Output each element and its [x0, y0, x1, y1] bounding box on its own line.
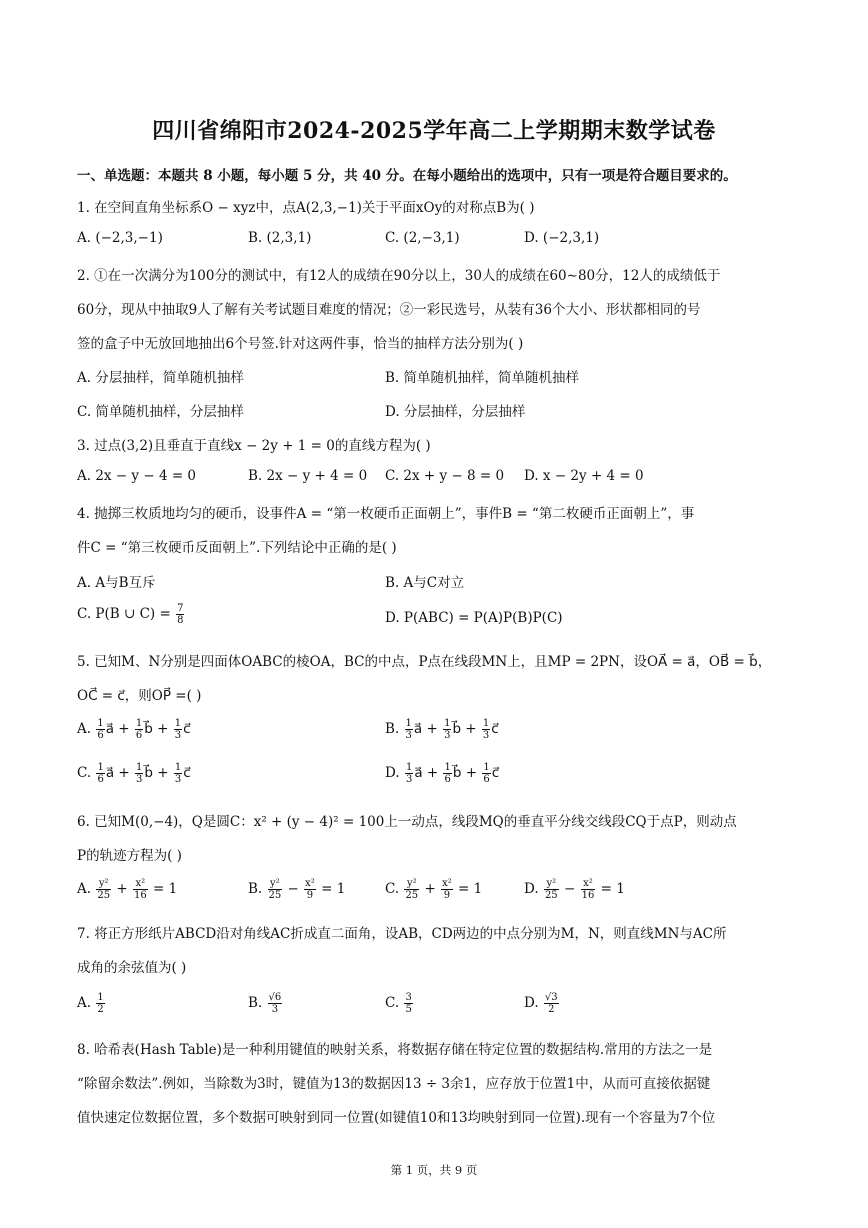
q6-option-d — [524, 878, 625, 901]
q3-option-c: C. 2x + y − 8 = 0 — [385, 468, 505, 484]
term: c⃗ — [491, 721, 499, 737]
option-label: C. — [385, 881, 400, 897]
fraction — [404, 992, 412, 1015]
numerator: y² — [544, 878, 559, 890]
q4-option-b: B. A与C对立 — [385, 575, 465, 591]
denominator: 6 — [483, 774, 490, 785]
fraction — [482, 718, 490, 741]
fraction — [96, 762, 104, 785]
denominator: 25 — [268, 890, 282, 901]
numerator: 1 — [135, 762, 143, 773]
q4-option-d: D. P(ABC) = P(A)P(B)P(C) — [385, 610, 563, 626]
option-label: C. — [77, 765, 92, 781]
option-label: C. — [385, 995, 400, 1011]
numerator: 1 — [174, 718, 182, 729]
numerator: 1 — [97, 762, 104, 773]
numerator: 1 — [97, 718, 104, 729]
q3-option-d: D. x − 2y + 4 = 0 — [524, 468, 644, 484]
fraction — [96, 878, 111, 901]
fraction — [135, 718, 143, 741]
operator: − — [283, 881, 304, 897]
q1-option-b: B. (2,3,1) — [248, 230, 312, 246]
fraction — [544, 878, 559, 901]
q7-stem-line: 成角的余弦值为( ) — [77, 960, 187, 976]
q2-option-d: D. 分层抽样，分层抽样 — [385, 404, 526, 420]
option-label: A. — [77, 995, 92, 1011]
numerator: 1 — [174, 762, 182, 773]
denominator: 3 — [405, 730, 412, 741]
equals: = 1 — [148, 881, 178, 897]
q6-option-b — [248, 878, 345, 901]
numerator: y² — [404, 878, 419, 890]
term: b⃗ + — [452, 765, 482, 781]
fraction — [96, 992, 104, 1015]
option-label: B. — [385, 721, 400, 737]
numerator: 3 — [405, 992, 412, 1003]
numerator: 1 — [135, 718, 143, 729]
denominator: 9 — [443, 890, 451, 901]
option-label: B. — [248, 881, 263, 897]
fraction — [135, 762, 143, 785]
denominator: 2 — [97, 1004, 104, 1015]
denominator: 3 — [444, 730, 451, 741]
q5-stem-line: 5. 已知M、N分别是四面体OABC的棱OA，BC的中点，P点在线段MN上，且MP = 2PN，设OA⃗ = a⃗，OB⃗ = b⃗， — [77, 654, 772, 670]
option-label: D. — [524, 881, 539, 897]
denominator: 16 — [581, 890, 595, 901]
q5-option-c — [77, 762, 191, 785]
denominator: 3 — [482, 730, 490, 741]
q2-option-a: A. 分层抽样，简单随机抽样 — [77, 370, 244, 386]
equals: = 1 — [453, 881, 483, 897]
q7-option-b — [248, 992, 283, 1015]
denominator: 6 — [97, 774, 104, 785]
numerator: y² — [268, 878, 283, 890]
denominator: 3 — [135, 774, 143, 785]
fraction — [443, 762, 451, 785]
term: a⃗ + — [105, 765, 134, 781]
option-label: A. — [77, 721, 92, 737]
denominator: 5 — [405, 1004, 412, 1015]
equals: = 1 — [596, 881, 625, 897]
numerator: 1 — [97, 992, 104, 1003]
numerator: 1 — [483, 762, 490, 773]
fraction — [304, 878, 316, 901]
fraction — [405, 718, 413, 741]
denominator: 16 — [133, 890, 147, 901]
page-title: 四川省绵阳市2024-2025学年高二上学期期末数学试卷 — [152, 118, 716, 144]
numerator: 1 — [482, 718, 490, 729]
numerator: 1 — [405, 762, 413, 773]
q6-stem-line: 6. 已知M(0,−4)，Q是圆C：x² + (y − 4)² = 100上一动点，线段MQ的垂直平分线交线段CQ于点P，则动点 — [77, 814, 737, 830]
q5-option-d — [385, 762, 499, 785]
option-label: D. — [385, 765, 400, 781]
option-label: B. — [248, 995, 263, 1011]
q4-option-c-text: C. P(B ∪ C) = — [77, 606, 176, 622]
term: a⃗ + — [105, 721, 134, 737]
term: c⃗ — [491, 765, 500, 781]
fraction — [544, 992, 559, 1015]
q2-stem-line: 60分，现从中抽取9人了解有关考试题目难度的情况；②一彩民选号，从装有36个大小、形状都相同的号 — [77, 302, 701, 318]
denominator: 25 — [405, 890, 419, 901]
equals: = 1 — [316, 881, 346, 897]
denominator: 3 — [405, 774, 413, 785]
numerator: 1 — [444, 718, 451, 729]
q4-stem-line: 4. 抛掷三枚质地均匀的硬币，设事件A = “第一枚硬币正面朝上”，事件B = “第二枚硬币正面朝上”，事 — [77, 506, 695, 522]
denominator: 9 — [306, 890, 314, 901]
q8-stem-line: “除留余数法”.例如，当除数为3时，键值为13的数据因13 ÷ 3余1，应存放于位置1中，从而可直接依据键 — [77, 1076, 711, 1092]
q7-stem-line: 7. 将正方形纸片ABCD沿对角线AC折成直二面角，设AB，CD两边的中点分别为M，N，则直线MN与AC所 — [77, 926, 727, 942]
fraction — [174, 718, 182, 741]
q2-option-c: C. 简单随机抽样，分层抽样 — [77, 404, 244, 420]
option-label: A. — [77, 881, 92, 897]
denominator: 6 — [135, 730, 143, 741]
fraction — [268, 878, 283, 901]
fraction — [133, 878, 148, 901]
q4-option-c — [77, 603, 185, 626]
numerator: √3 — [544, 992, 558, 1003]
q3-option-a: A. 2x − y − 4 = 0 — [77, 468, 197, 484]
numerator: x² — [581, 878, 596, 890]
q2-stem-line: 签的盒子中无放回地抽出6个号签.针对这两件事，恰当的抽样方法分别为( ) — [77, 336, 524, 352]
fraction — [96, 718, 104, 741]
term: a⃗ + — [414, 765, 443, 781]
denominator: 8 — [177, 615, 184, 626]
q1-option-a: A. (−2,3,−1) — [77, 230, 163, 246]
q1-stem: 1. 在空间直角坐标系O − xyz中，点A(2,3,−1)关于平面xOy的对称点B为( ) — [77, 200, 535, 216]
operator: + — [420, 881, 441, 897]
fraction — [581, 878, 596, 901]
q5-option-a — [77, 718, 191, 741]
q2-option-b: B. 简单随机抽样，简单随机抽样 — [385, 370, 580, 386]
q7-option-c — [385, 992, 414, 1015]
denominator: 2 — [548, 1004, 555, 1015]
denominator: 3 — [271, 1004, 279, 1015]
numerator: x² — [442, 878, 452, 889]
term: c⃗ — [183, 765, 191, 781]
numerator: x² — [305, 878, 315, 889]
fraction — [174, 762, 182, 785]
fraction — [405, 762, 413, 785]
term: b⃗ + — [144, 721, 173, 737]
term: b⃗ + — [144, 765, 173, 781]
operator: + — [112, 881, 132, 897]
numerator: √6 — [268, 992, 282, 1003]
q2-stem-line: 2. ①在一次满分为100分的测试中，有12人的成绩在90分以上，30人的成绩在60∼80分，12人的成绩低于 — [77, 268, 721, 284]
q4-stem-line: 件C = “第三枚硬币反面朝上”.下列结论中正确的是( ) — [77, 540, 397, 556]
page-footer: 第 1 页，共 9 页 — [390, 1163, 478, 1177]
fraction — [176, 603, 184, 626]
numerator: 1 — [444, 762, 451, 773]
denominator: 6 — [444, 774, 451, 785]
q4-option-a: A. A与B互斥 — [77, 575, 156, 591]
numerator: x² — [133, 878, 148, 890]
denominator: 6 — [97, 730, 104, 741]
fraction — [443, 718, 451, 741]
term: c⃗ — [183, 721, 191, 737]
denominator: 25 — [97, 890, 111, 901]
option-label: D. — [524, 995, 539, 1011]
fraction — [404, 878, 419, 901]
q8-stem-line: 8. 哈希表(Hash Table)是一种利用键值的映射关系，将数据存储在特定位置的数据结构.常用的方法之一是 — [77, 1042, 713, 1058]
numerator: 1 — [405, 718, 412, 729]
q5-stem-line: OC⃗ = c⃗，则OP⃗ =( ) — [77, 688, 202, 704]
q7-option-d — [524, 992, 560, 1015]
q1-option-c: C. (2,−3,1) — [385, 230, 460, 246]
numerator: y² — [96, 878, 111, 890]
q6-option-c — [385, 878, 482, 901]
denominator: 3 — [174, 730, 182, 741]
fraction — [441, 878, 453, 901]
q3-stem: 3. 过点(3,2)且垂直于直线x − 2y + 1 = 0的直线方程为( ) — [77, 438, 431, 454]
fraction — [482, 762, 490, 785]
fraction — [268, 992, 283, 1015]
q6-stem-line: P的轨迹方程为( ) — [77, 848, 182, 864]
q8-stem-line: 值快速定位数据位置，多个数据可映射到同一位置(如键值10和13均映射到同一位置).现有一个容量为7个位 — [77, 1110, 716, 1126]
denominator: 25 — [544, 890, 558, 901]
q3-option-b: B. 2x − y + 4 = 0 — [248, 468, 368, 484]
numerator: 7 — [177, 603, 184, 614]
section-heading: 一、单选题：本题共 8 小题，每小题 5 分，共 40 分。在每小题给出的选项中，只有一项是符合题目要求的。 — [77, 168, 737, 184]
q6-option-a — [77, 878, 177, 901]
q5-option-b — [385, 718, 499, 741]
denominator: 3 — [174, 774, 182, 785]
q7-option-a — [77, 992, 106, 1015]
operator: − — [559, 881, 580, 897]
q1-option-d: D. (−2,3,1) — [524, 230, 600, 246]
term: a⃗ + — [413, 721, 443, 737]
term: b⃗ + — [452, 721, 481, 737]
